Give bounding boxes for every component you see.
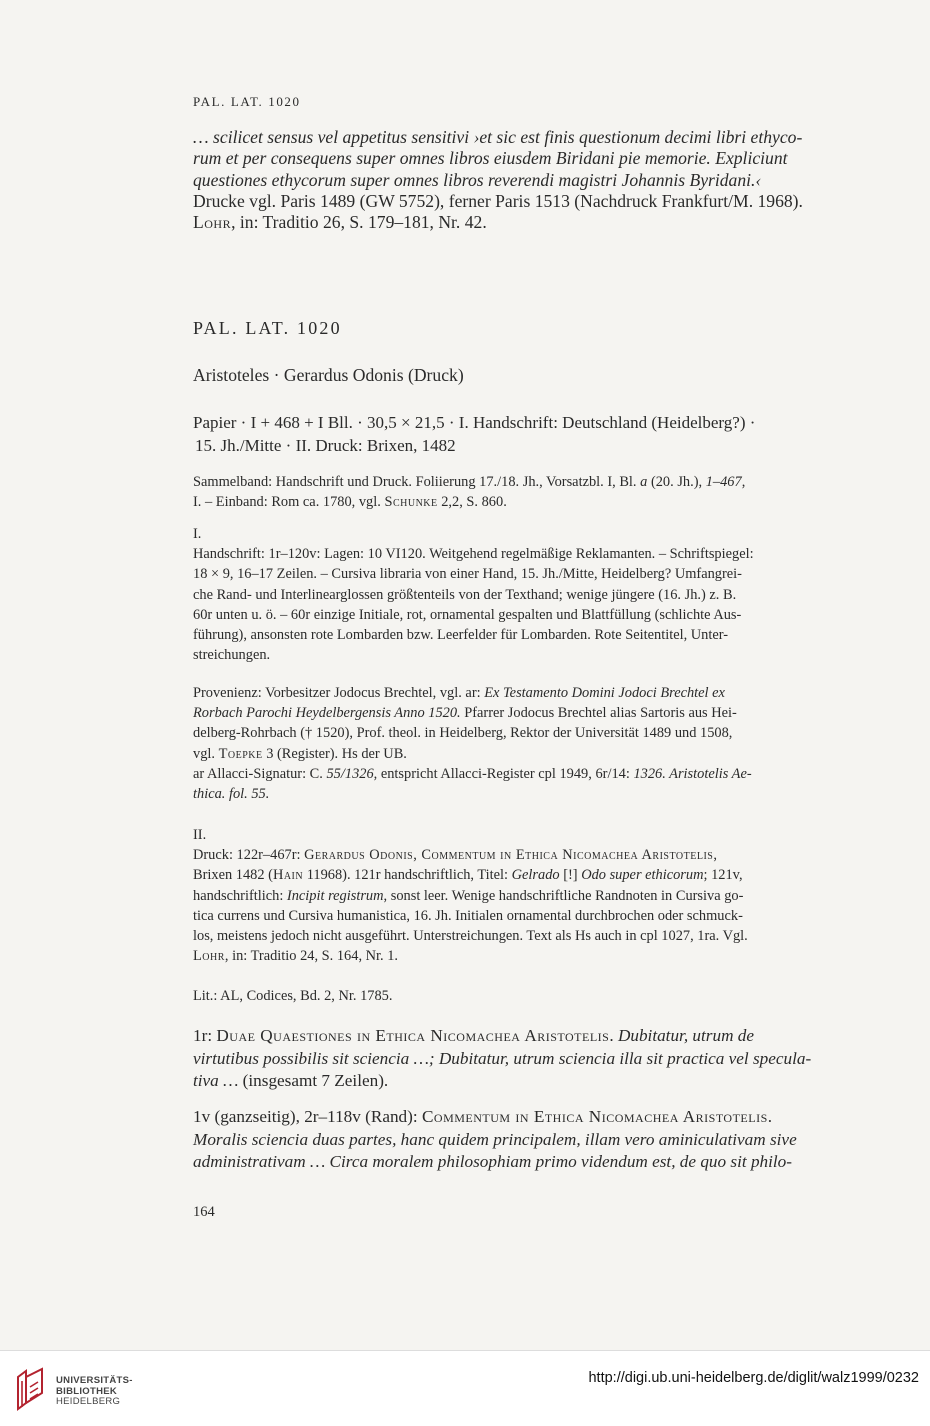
- text-run: 1326. Aristotelis Ae-: [633, 765, 752, 782]
- sec2-line: tica currens und Cursiva humanistica, 16. Jh. Initialen ornamental durchbrochen oder schmuck-: [193, 907, 743, 924]
- sec1-line: führung), ansonsten rote Lombarden bzw. Leerfelder für Lombarden. Rote Seitentitel, Unter-: [193, 627, 729, 644]
- section-manuscript: [193, 524, 845, 665]
- content-line: [193, 1070, 845, 1093]
- text-run: Ex Testamento Domini Jodoci Brechtel ex: [484, 685, 725, 701]
- text-run: 3 (Register). Hs der UB.: [262, 745, 407, 762]
- text-run: 55/1326: [326, 765, 374, 782]
- sammel-line: [193, 492, 845, 512]
- sec1-line: 18 × 9, 16–17 Zeilen. – Cursiva libraria von einer Hand, 15. Jh./Mitte, Heidelberg? Umfangrei-: [193, 566, 742, 583]
- text-run: , sonst leer. Wenige handschriftliche Randnoten in Cursiva go-: [383, 887, 744, 904]
- viewer-footer: [0, 1350, 930, 1426]
- text-run: 1–467: [705, 474, 742, 490]
- text-run: a: [640, 474, 648, 490]
- sec1-line: che Rand- und Interlinearglossen größtenteils von der Texthand; wenige jüngere (16. Jh.) z. B.: [193, 586, 737, 603]
- work-title: Duae Quaestiones in Ethica Nicomachea Aristotelis: [216, 1026, 610, 1045]
- library-logo-icon: [12, 1363, 48, 1413]
- prov-line: thica. fol. 55.: [193, 786, 270, 803]
- sec2-line: [193, 886, 845, 906]
- author-schunke: Schunke: [384, 494, 438, 511]
- provenance-note: [193, 683, 845, 804]
- prev-line: rum et per consequens super omnes libros eiusdem Biridani pie memorie. Expliciunt: [193, 148, 788, 169]
- author-toepke: Toepke: [218, 745, 263, 762]
- prev-line: [193, 212, 845, 233]
- text-run: , entspricht Allacci-Register cpl 1949, 6r/14:: [373, 765, 634, 782]
- logo-line: BIBLIOTHEK: [56, 1385, 118, 1397]
- literature-note: Lit.: AL, Codices, Bd. 2, Nr. 1785.: [193, 988, 393, 1004]
- text-run: .: [767, 1107, 773, 1126]
- content-line: administrativam … Circa moralem philosophiam primo videndum est, de quo sit philo-: [193, 1152, 792, 1171]
- sammel-line: [193, 472, 845, 492]
- prov-line: [193, 703, 845, 723]
- text-run: (insgesamt 7 Zeilen).: [238, 1071, 389, 1090]
- content-entry: [193, 1025, 845, 1093]
- content-line: [193, 1106, 845, 1129]
- library-name: [56, 1376, 133, 1408]
- text-run: 1r:: [193, 1026, 217, 1045]
- physical-description: [193, 411, 845, 457]
- text-run: ,: [713, 847, 717, 864]
- text-run: Sammelband: Handschrift und Druck. Foliierung 17./18. Jh., Vorsatzbl. I, Bl.: [193, 474, 641, 490]
- text-run: Incipit registrum: [286, 887, 384, 904]
- content-line: virtutibus possibilis sit sciencia …; Dubitatur, utrum sciencia illa sit practica vel specula-: [193, 1048, 812, 1068]
- author-lohr: Lohr: [193, 212, 232, 233]
- sec1-line: 60r unten u. ö. – 60r einzige Initiale, rot, ornamental gespalten und Blattfüllung (schlichte Aus-: [193, 606, 742, 623]
- citation-text: , in: Traditio 26, S. 179–181, Nr. 42.: [231, 212, 487, 233]
- shelfmark-heading: PAL. LAT. 1020: [193, 318, 342, 338]
- text-run: ; 121v,: [703, 867, 743, 884]
- text-run: (20. Jh.),: [647, 474, 706, 490]
- text-run: Provenienz: Vorbesitzer Jodocus Brechtel, vgl. ar:: [193, 685, 485, 701]
- text-run: [!]: [559, 867, 582, 884]
- text-run: Gelrado: [511, 867, 560, 884]
- sec2-line: los, meistens jedoch nicht ausgeführt. Unterstreichungen. Text als Hs auch in cpl 1027, 1ra. Vgl.: [193, 928, 748, 945]
- logo-line: HEIDELBERG: [56, 1396, 121, 1407]
- composite-volume-note: [193, 472, 845, 512]
- content-entry: [193, 1106, 845, 1174]
- text-run: ,: [741, 474, 746, 490]
- sec1-line: Handschrift: 1r–120v: Lagen: 10 VI120. Weitgehend regelmäßige Reklamanten. – Schriftspiegel:: [193, 546, 754, 563]
- text-run: Druck: 122r–467r:: [193, 847, 305, 864]
- text-run: Rorbach Parochi Heydelbergensis Anno 1520.: [193, 705, 461, 722]
- sec2-line: [193, 845, 845, 865]
- previous-entry-text: [193, 127, 845, 233]
- text-run: 1v (ganzseitig), 2r–118v (Rand):: [193, 1107, 422, 1126]
- author-hain: Hain: [272, 867, 304, 884]
- prev-line: Drucke vgl. Paris 1489 (GW 5752), ferner Paris 1513 (Nachdruck Frankfurt/M. 1968).: [193, 190, 803, 211]
- section-print: [193, 825, 845, 966]
- prev-line: questiones ethycorum super omnes libros reverendi magistri Johannis Byridani.‹: [193, 169, 762, 190]
- text-run: vgl.: [193, 745, 219, 762]
- content-line: Moralis sciencia duas partes, hanc quidem principalem, illam vero aminiculativam sive: [193, 1129, 797, 1149]
- text-run: tiva …: [193, 1071, 239, 1090]
- text-run: 11968). 121r handschriftlich, Titel:: [303, 867, 512, 884]
- phys-line: Papier · I + 468 + I Bll. · 30,5 × 21,5 · I. Handschrift: Deutschland (Heidelberg?) ·: [193, 413, 756, 432]
- section-label: I.: [193, 526, 202, 542]
- logo-line: UNIVERSITÄTS-: [56, 1375, 133, 1386]
- permalink[interactable]: http://digi.ub.uni-heidelberg.de/diglit/walz1999/0232: [588, 1370, 919, 1386]
- text-run: .: [609, 1026, 618, 1045]
- prov-line: [193, 764, 845, 784]
- text-run: handschriftlich:: [193, 887, 287, 904]
- prev-line: … scilicet sensus vel appetitus sensitivi ›et sic est finis questionum decimi libri ethyco-: [193, 127, 803, 147]
- sec2-line: [193, 865, 845, 885]
- prov-line: [193, 683, 845, 703]
- text-run: 2,2, S. 860.: [437, 494, 507, 511]
- phys-line: 15. Jh./Mitte · II. Druck: Brixen, 1482: [195, 436, 456, 455]
- work-title: Commentum in Ethica Nicomachea Aristotelis: [421, 1107, 768, 1126]
- prov-line: [193, 744, 845, 764]
- work-title: Gerardus Odonis, Commentum in Ethica Nicomachea Aristotelis: [304, 847, 714, 864]
- prov-line: delberg-Rohrbach († 1520), Prof. theol. in Heidelberg, Rektor der Universität 1489 und 1508,: [193, 725, 733, 742]
- section-label: II.: [193, 827, 207, 843]
- author-lohr: Lohr: [193, 948, 225, 965]
- text-run: Brixen 1482 (: [193, 867, 273, 884]
- sec1-line: streichungen.: [193, 647, 271, 664]
- text-run: I. – Einband: Rom ca. 1780, vgl.: [193, 494, 385, 511]
- text-run: Pfarrer Jodocus Brechtel alias Sartoris aus Hei-: [460, 705, 737, 722]
- running-head: PAL. LAT. 1020: [193, 94, 301, 109]
- text-run: Dubitatur, utrum de: [617, 1026, 755, 1045]
- entry-title: Aristoteles · Gerardus Odonis (Druck): [193, 365, 464, 385]
- sec2-line: [193, 946, 845, 966]
- text-run: , in: Traditio 24, S. 164, Nr. 1.: [224, 948, 399, 965]
- text-run: Odo super ethicorum: [581, 867, 704, 884]
- page-number: 164: [193, 1204, 215, 1220]
- text-run: ar Allacci-Signatur: C.: [193, 765, 327, 782]
- content-line: [193, 1025, 845, 1048]
